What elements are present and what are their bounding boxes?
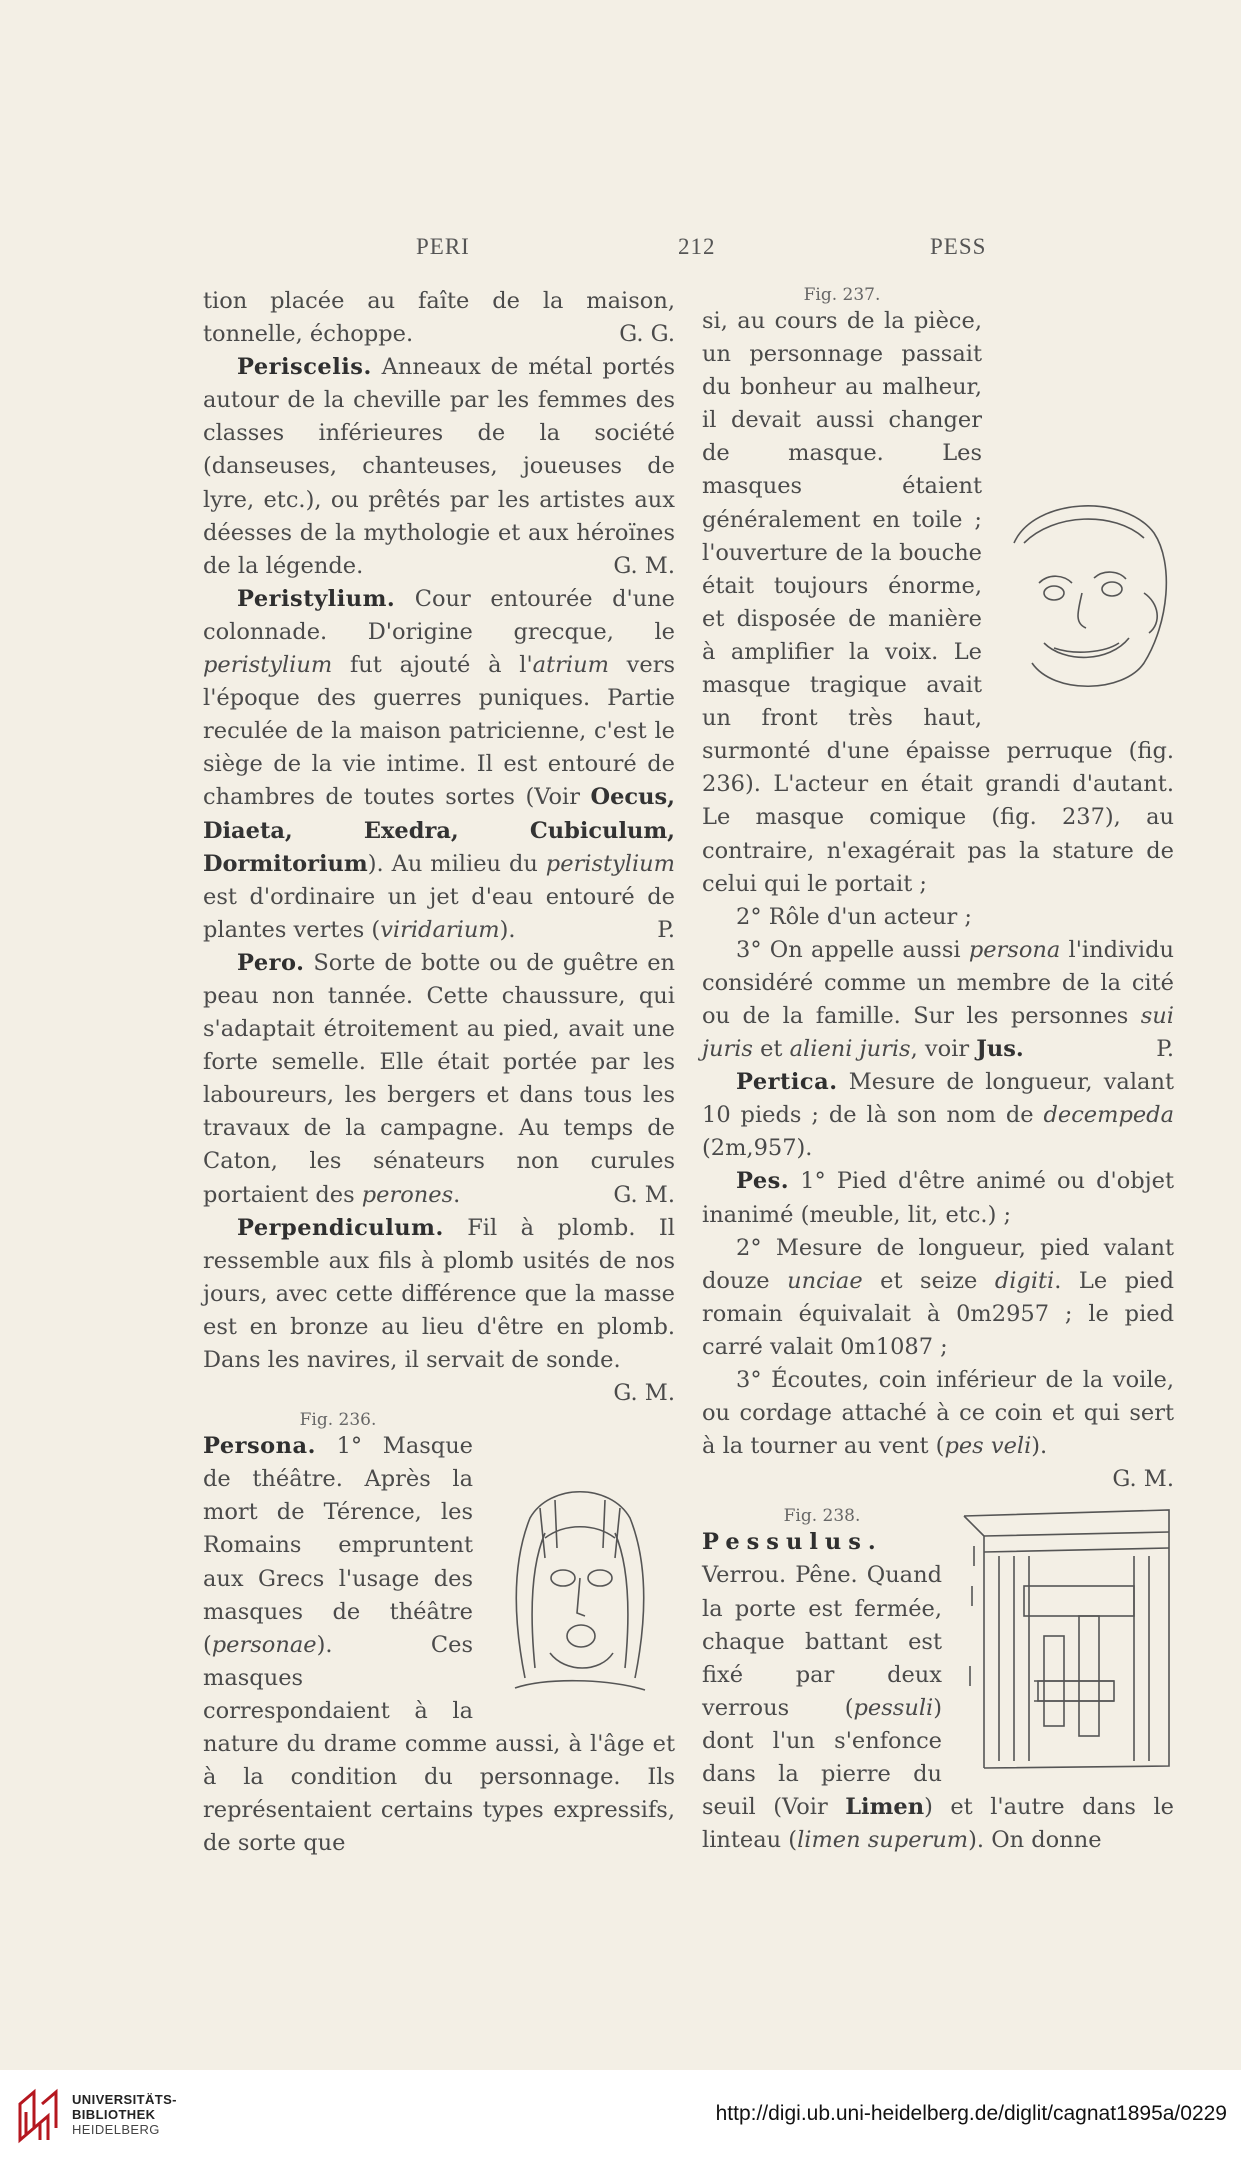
paragraph: 3° Écoutes, coin inférieur de la voile, ou cordage attaché à ce coin et qui sert à la tourner au vent (pes veli).	[702, 1367, 1174, 1460]
entry-peristylium: Peristylium. Cour entourée d'une colonnade. D'origine grecque, le peristylium fut ajouté à l'atrium vers l'époque des guerres puniques. Partie reculée de la maison patricienne, c'est le siège de la vie intime. Il est entouré de chambres de toutes sortes (Voir Oecus, Diaeta, Exedra, Cubiculum, Dormitorium). Au milieu du peristylium est d'ordinaire un jet d'eau entouré de plantes vertes (viridarium). P.	[203, 585, 675, 943]
figure-caption: Fig. 236.	[299, 1410, 377, 1431]
headword: Persona.	[203, 1433, 316, 1460]
entry-pes: Pes. 1° Pied d'être animé ou d'objet inanimé (meuble, lit, etc.) ;	[702, 1168, 1174, 1228]
left-column: tion placée au faîte de la maison, tonnelle, échoppe. G. G. Periscelis. Anneaux de métal portés autour de la cheville par les femmes des classes inférieures de la société (danseuses, chanteuses, joueuses de lyre, etc.), ou prêtés par les artistes aux déesses de la mythologie et aux héroïnes de la légende. G. M. Peristylium. Cour entourée d'une colonnade. D'origine grecque, le peristylium fut ajouté à l'atrium vers l'époque des guerres puniques. Partie reculée de la maison patricienne, c'est le siège de la vie intime. Il est entouré de chambres de toutes sortes (Voir Oecus, Diaeta, Exedra, Cubiculum, Dormitorium). Au milieu du peristylium est d'ordinaire un jet d'eau entouré de plantes vertes (viridarium). P. Pero. Sorte de botte ou de guêtre en peau non tannée. Cette chaussure, qui s'adaptait étroitement au pied, avait une forte semelle. Elle était portée par les laboureurs, les bergers et dans tous les travaux de la campagne. Au temps de Caton, les sénateurs non curules portaient des perones. G. M. Perpendiculum. Fil à plomb. Il ressemble aux fils à plomb usités de nos jours, avec cette différence que la masse est en bronze au lieu d'être en plomb. Dans les navires, il servait de sonde. G. M. Fig. 236. Persona. 1° Masque de théâtre. Après la mort de Térence, les Romains empruntent aux Grecs l'usage des masques de théâtre (personae). Ces masques correspondaient à la nature du drame comme aussi, à l'âge et à la condition du personnage. Ils représentaient certains types expressifs, de sorte que	[203, 285, 675, 1860]
paragraph: 3° On appelle aussi persona l'individu considéré comme un membre de la cité ou de la famille. Sur les personnes sui juris et alieni juris, voir Jus. P.	[702, 936, 1174, 1063]
header-left: PERI	[416, 234, 470, 259]
page-number: 212	[678, 234, 716, 259]
headword: Peristylium.	[237, 585, 396, 612]
entry-pertica: Pertica. Mesure de longueur, valant 10 pieds ; de là son nom de decempeda (2m,957).	[702, 1069, 1174, 1162]
figure-caption: Fig. 238.	[783, 1506, 861, 1527]
headword: Perpendiculum.	[237, 1214, 444, 1241]
paragraph: tion placée au faîte de la maison, tonnelle, échoppe. G. G.	[203, 288, 675, 348]
paragraph: 2° Mesure de longueur, pied valant douze unciae et seize digiti. Le pied romain équivalait à 0m2957 ; le pied carré valait 0m1087 ;	[702, 1234, 1175, 1360]
headword: Pero.	[237, 949, 305, 976]
running-head	[0, 234, 1241, 264]
figure-236	[485, 1478, 675, 1708]
figure-237	[994, 483, 1174, 713]
signature: G. M.	[1112, 1466, 1174, 1493]
paragraph: 2° Rôle d'un acteur ;	[736, 903, 972, 930]
library-name: UNIVERSITÄTS- BIBLIOTHEK HEIDELBERG	[72, 2092, 177, 2137]
header-right: PESS	[930, 234, 987, 259]
tragic-mask-illustration	[485, 1478, 675, 1708]
entry-periscelis: Periscelis. Anneaux de métal portés autour de la cheville par les femmes des classes inférieures de la société (danseuses, chanteuses, joueuses de lyre, etc.), ou prêtés par les artistes aux déesses de la mythologie et aux héroïnes de la légende. G. M.	[203, 354, 675, 579]
right-column: Fig. 237. si, au cours de la pièce, un personnage passait du bonheur au malheur, il devait aussi changer de masque. Les masques étaient généralement en toile ; l'ouverture de la bouche était toujours énorme, et disposée de manière à amplifier la voix. Le masque tragique avait un front très haut, surmonté d'une épaisse perruque (fig. 236). L'acteur en était grandi d'autant. Le masque comique (fig. 237), au contraire, n'exagérait pas la stature de celui qui le portait ; 2° Rôle d'un acteur ; 3° On appelle aussi persona l'individu considéré comme un membre de la cité ou de la famille. Sur les personnes sui juris et alieni juris, voir Jus. P. Pertica. Mesure de longueur, valant 10 pieds ; de là son nom de decempeda (2m,957). Pes. 1° Pied d'être animé ou d'objet inanimé (meuble, lit, etc.) ; 2° Mesure de longueur, pied valant douze unciae et seize digiti. Le pied romain équivalait à 0m2957 ; le pied carré valait 0m1087 ; 3° Écoutes, coin inférieur de la voile, ou cordage attaché à ce coin et qui sert à la tourner au vent (pes veli). G. M. Fig. 238. Pessulus. Verrou. Pêne. Quand la porte est fermée, chaque battant est fixé par deux verrous (pessuli) dont l'un s'enfonce dans la pierre du seuil (Voir Limen) et l'autre dans le linteau (limen superum). On donne	[702, 285, 1175, 1854]
headword: Periscelis.	[237, 354, 372, 381]
headword: Pertica.	[736, 1069, 838, 1096]
comic-mask-illustration	[994, 483, 1174, 713]
entry-perpendiculum: Perpendiculum. Fil à plomb. Il ressemble aux fils à plomb usités de nos jours, avec cette différence que la masse est en bronze au lieu d'être en plomb. Dans les navires, il servait de sonde. G. M.	[203, 1214, 675, 1407]
headword: Pessulus.	[702, 1529, 883, 1556]
entry-pero: Pero. Sorte de botte ou de guêtre en peau non tannée. Cette chaussure, qui s'adaptait étroitement au pied, avait une forte semelle. Elle était portée par les laboureurs, les bergers et dans tous les travaux de la campagne. Au temps de Caton, les sénateurs non curules portaient des perones. G. M.	[203, 949, 675, 1208]
footer-bar	[0, 2070, 1241, 2160]
figure-caption: Fig. 237.	[803, 285, 881, 305]
source-url[interactable]: http://digi.ub.uni-heidelberg.de/diglit/cagnat1895a/0229	[715, 2102, 1227, 2125]
headword: Pes.	[736, 1168, 790, 1195]
door-bolt-illustration	[954, 1506, 1174, 1776]
heidelberg-library-logo-icon	[14, 2082, 64, 2146]
figure-238	[954, 1506, 1174, 1776]
